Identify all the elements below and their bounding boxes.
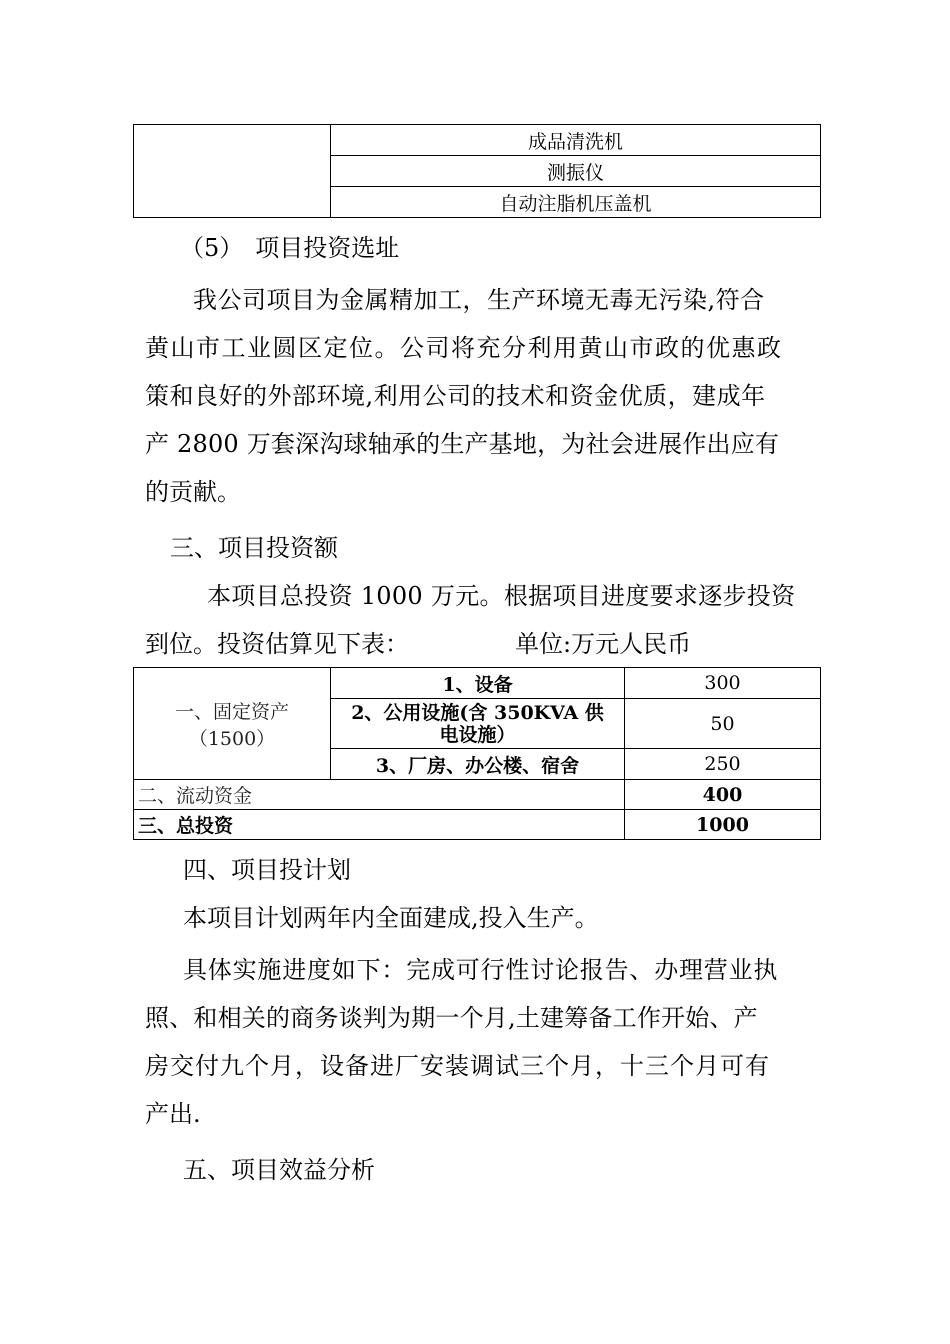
section-heading-site: （5） 项目投资选址 [180,234,400,262]
equipment-item: 自动注脂机压盖机 [331,187,821,218]
table-row [134,125,821,156]
item-name: 3、厂房、办公楼、宿舍 [331,749,625,780]
paragraph-line: 产出. [145,1100,201,1128]
paragraph-line: 策和良好的外部环境,利用公司的技术和资金优质，建成年 [145,382,766,410]
section-heading-plan: 四、项目投计划 [183,856,351,884]
table-row [134,780,821,810]
working-capital-label: 二、流动资金 [134,780,625,810]
equipment-item: 成品清洗机 [331,125,821,156]
working-capital-value: 400 [625,780,821,810]
section-heading-investment: 三、项目投资额 [170,534,338,562]
equipment-table [133,124,821,218]
item-name [331,699,625,749]
paragraph-line: 到位。投资估算见下表： [145,630,409,658]
fixed-assets-total: （1500） [188,727,276,750]
total-investment-value: 1000 [625,810,821,840]
item-name: 1、设备 [331,668,625,699]
paragraph-line: 本项目总投资 1000 万元。根据项目进度要求逐步投资 [207,582,796,610]
paragraph-line: 照、和相关的商务谈判为期一个月,土建筹备工作开始、产 [145,1004,758,1032]
item-name-line: 电设施） [439,723,516,746]
fixed-assets-label: 一、固定资产 [174,700,289,723]
item-name-line: 2、公用设施(含 350KVA 供 [351,701,604,724]
table-row [134,810,821,840]
equipment-item: 测振仪 [331,156,821,187]
paragraph-line: 黄山市工业圆区定位。公司将充分利用黄山市政的优惠政 [145,334,783,362]
item-value: 50 [625,699,821,749]
paragraph-line: 具体实施进度如下：完成可行性讨论报告、办理营业执 [183,956,779,984]
paragraph-line: 产 2800 万套深沟球轴承的生产基地，为社会进展作出应有 [145,430,780,458]
investment-table [133,667,821,840]
paragraph-line: 本项目计划两年内全面建成,投入生产。 [183,904,599,932]
unit-label: 单位:万元人民币 [515,630,692,658]
paragraph-line: 房交付九个月，设备进厂安装调试三个月，十三个月可有 [145,1052,770,1080]
empty-category-cell [134,125,331,218]
paragraph-line: 我公司项目为金属精加工，生产环境无毒无污染,符合 [193,286,765,314]
table-row [134,668,821,699]
item-value: 250 [625,749,821,780]
fixed-assets-cell [134,668,331,780]
paragraph-line: 的贡献。 [145,478,241,506]
total-investment-label: 三、总投资 [134,810,625,840]
section-heading-benefit: 五、项目效益分析 [183,1156,375,1184]
item-value: 300 [625,668,821,699]
